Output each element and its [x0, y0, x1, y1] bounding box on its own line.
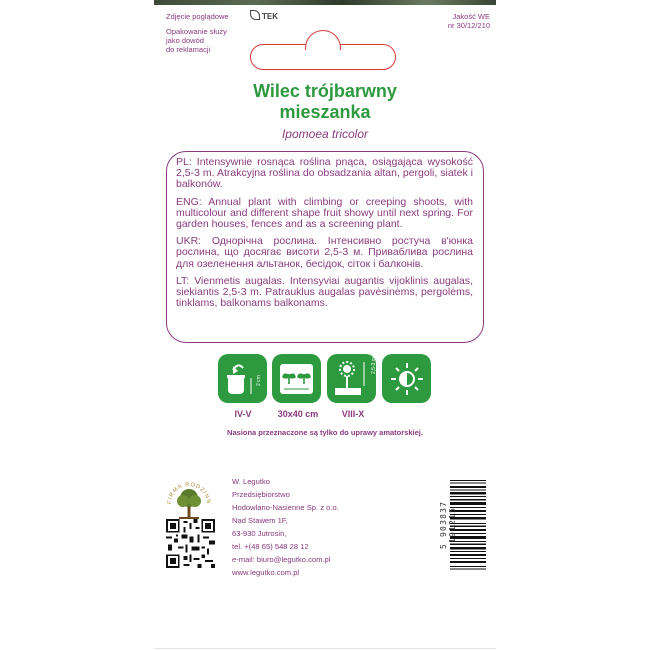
description-eng: ENG: Annual plant with climbing or creeping shoots, with multicolour and different shape fruit showy until next spring. For garden houses, fences and as a screening plant. — [176, 195, 473, 231]
package-note — [166, 27, 246, 54]
company-website: www.legutko.com.pl — [232, 568, 300, 577]
company-email: e-mail: biuro@legutko.com.pl — [232, 555, 331, 564]
company-phone: tel. +(48 65) 548 28 12 — [232, 542, 309, 551]
description-pl: PL: Intensywnie rosnąca roślina pnąca, osiągająca wysokość 2,5-3 m. Atrakcyjna roślina do obsadzania altan, pergoli, siatek i balkonów. — [176, 156, 473, 191]
sun-exposure-icon — [382, 354, 431, 403]
company-address — [232, 475, 339, 579]
latin-name: Ipomoea tricolor — [281, 127, 369, 141]
package-note-line: do reklamacji — [166, 45, 211, 54]
quality-line: nr 30/12/210 — [447, 21, 490, 30]
title-line: Wilec trójbarwny — [253, 81, 397, 101]
product-photo-strip — [154, 0, 496, 5]
family-company-logo — [163, 478, 215, 522]
tek-mark — [250, 10, 278, 21]
hang-hole-mask — [307, 43, 339, 47]
quality-line: Jakość WE — [452, 12, 490, 21]
cultivation-icons — [218, 354, 432, 404]
company-name: W. Legutko — [232, 477, 270, 486]
description-ukr: UKR: Однорічна рослина. Інтенсивно ростуча в'юнка рослина, що досягає висоти 2,5-3 м. Приваблива рослина для озеленення альтанок, бесідок, сіток і балконів. — [176, 235, 473, 270]
sowing-depth-icon — [218, 354, 267, 403]
leaf-icon — [250, 10, 260, 20]
company-line: Hodowlano-Nasienne Sp. z o.o. — [232, 503, 339, 512]
flowering-time-label: VIII-X — [341, 409, 365, 419]
sowing-depth-label: 2 cm — [256, 375, 262, 386]
amateur-use-note: Nasiona przeznaczone są tylko do uprawy amatorskiej. — [227, 428, 423, 437]
barcode-number: 5 903837 191215 — [439, 500, 457, 550]
quality-note — [430, 12, 490, 30]
package-note-line: Opakowanie służy — [166, 27, 227, 36]
bottom-divider — [154, 648, 496, 649]
qr-code — [166, 519, 215, 568]
company-line: Przedsiębiorstwo — [232, 490, 290, 499]
company-line: 63-930 Jutrosin, — [232, 529, 287, 538]
tek-label: TEK — [262, 12, 278, 21]
photo-note: Zdjęcie poglądowe — [166, 12, 229, 21]
description-lt: LT: Vienmetis augalas. Intensyviai augantis vijoklinis augalas, siekiantis 2,5-3 m. Patrauklus augalas pavėsinėms, pergolėms, tinklams, balkonams balkonams. — [176, 274, 473, 310]
plant-height-icon — [327, 354, 376, 403]
company-line: Nad Stawem 1F, — [232, 516, 288, 525]
product-title — [200, 81, 450, 123]
title-line: mieszanka — [279, 102, 371, 122]
hang-hole-tab — [305, 30, 341, 50]
height-label: 2,5-3 m — [371, 357, 377, 374]
sowing-time-label: IV-V — [234, 409, 252, 419]
spacing-label: 30x40 cm — [277, 409, 319, 419]
package-note-line: jako dowód — [166, 36, 204, 45]
spacing-icon — [272, 354, 321, 403]
description-box — [166, 151, 484, 343]
logo-text: FIRMA RODZINN — [166, 481, 212, 505]
